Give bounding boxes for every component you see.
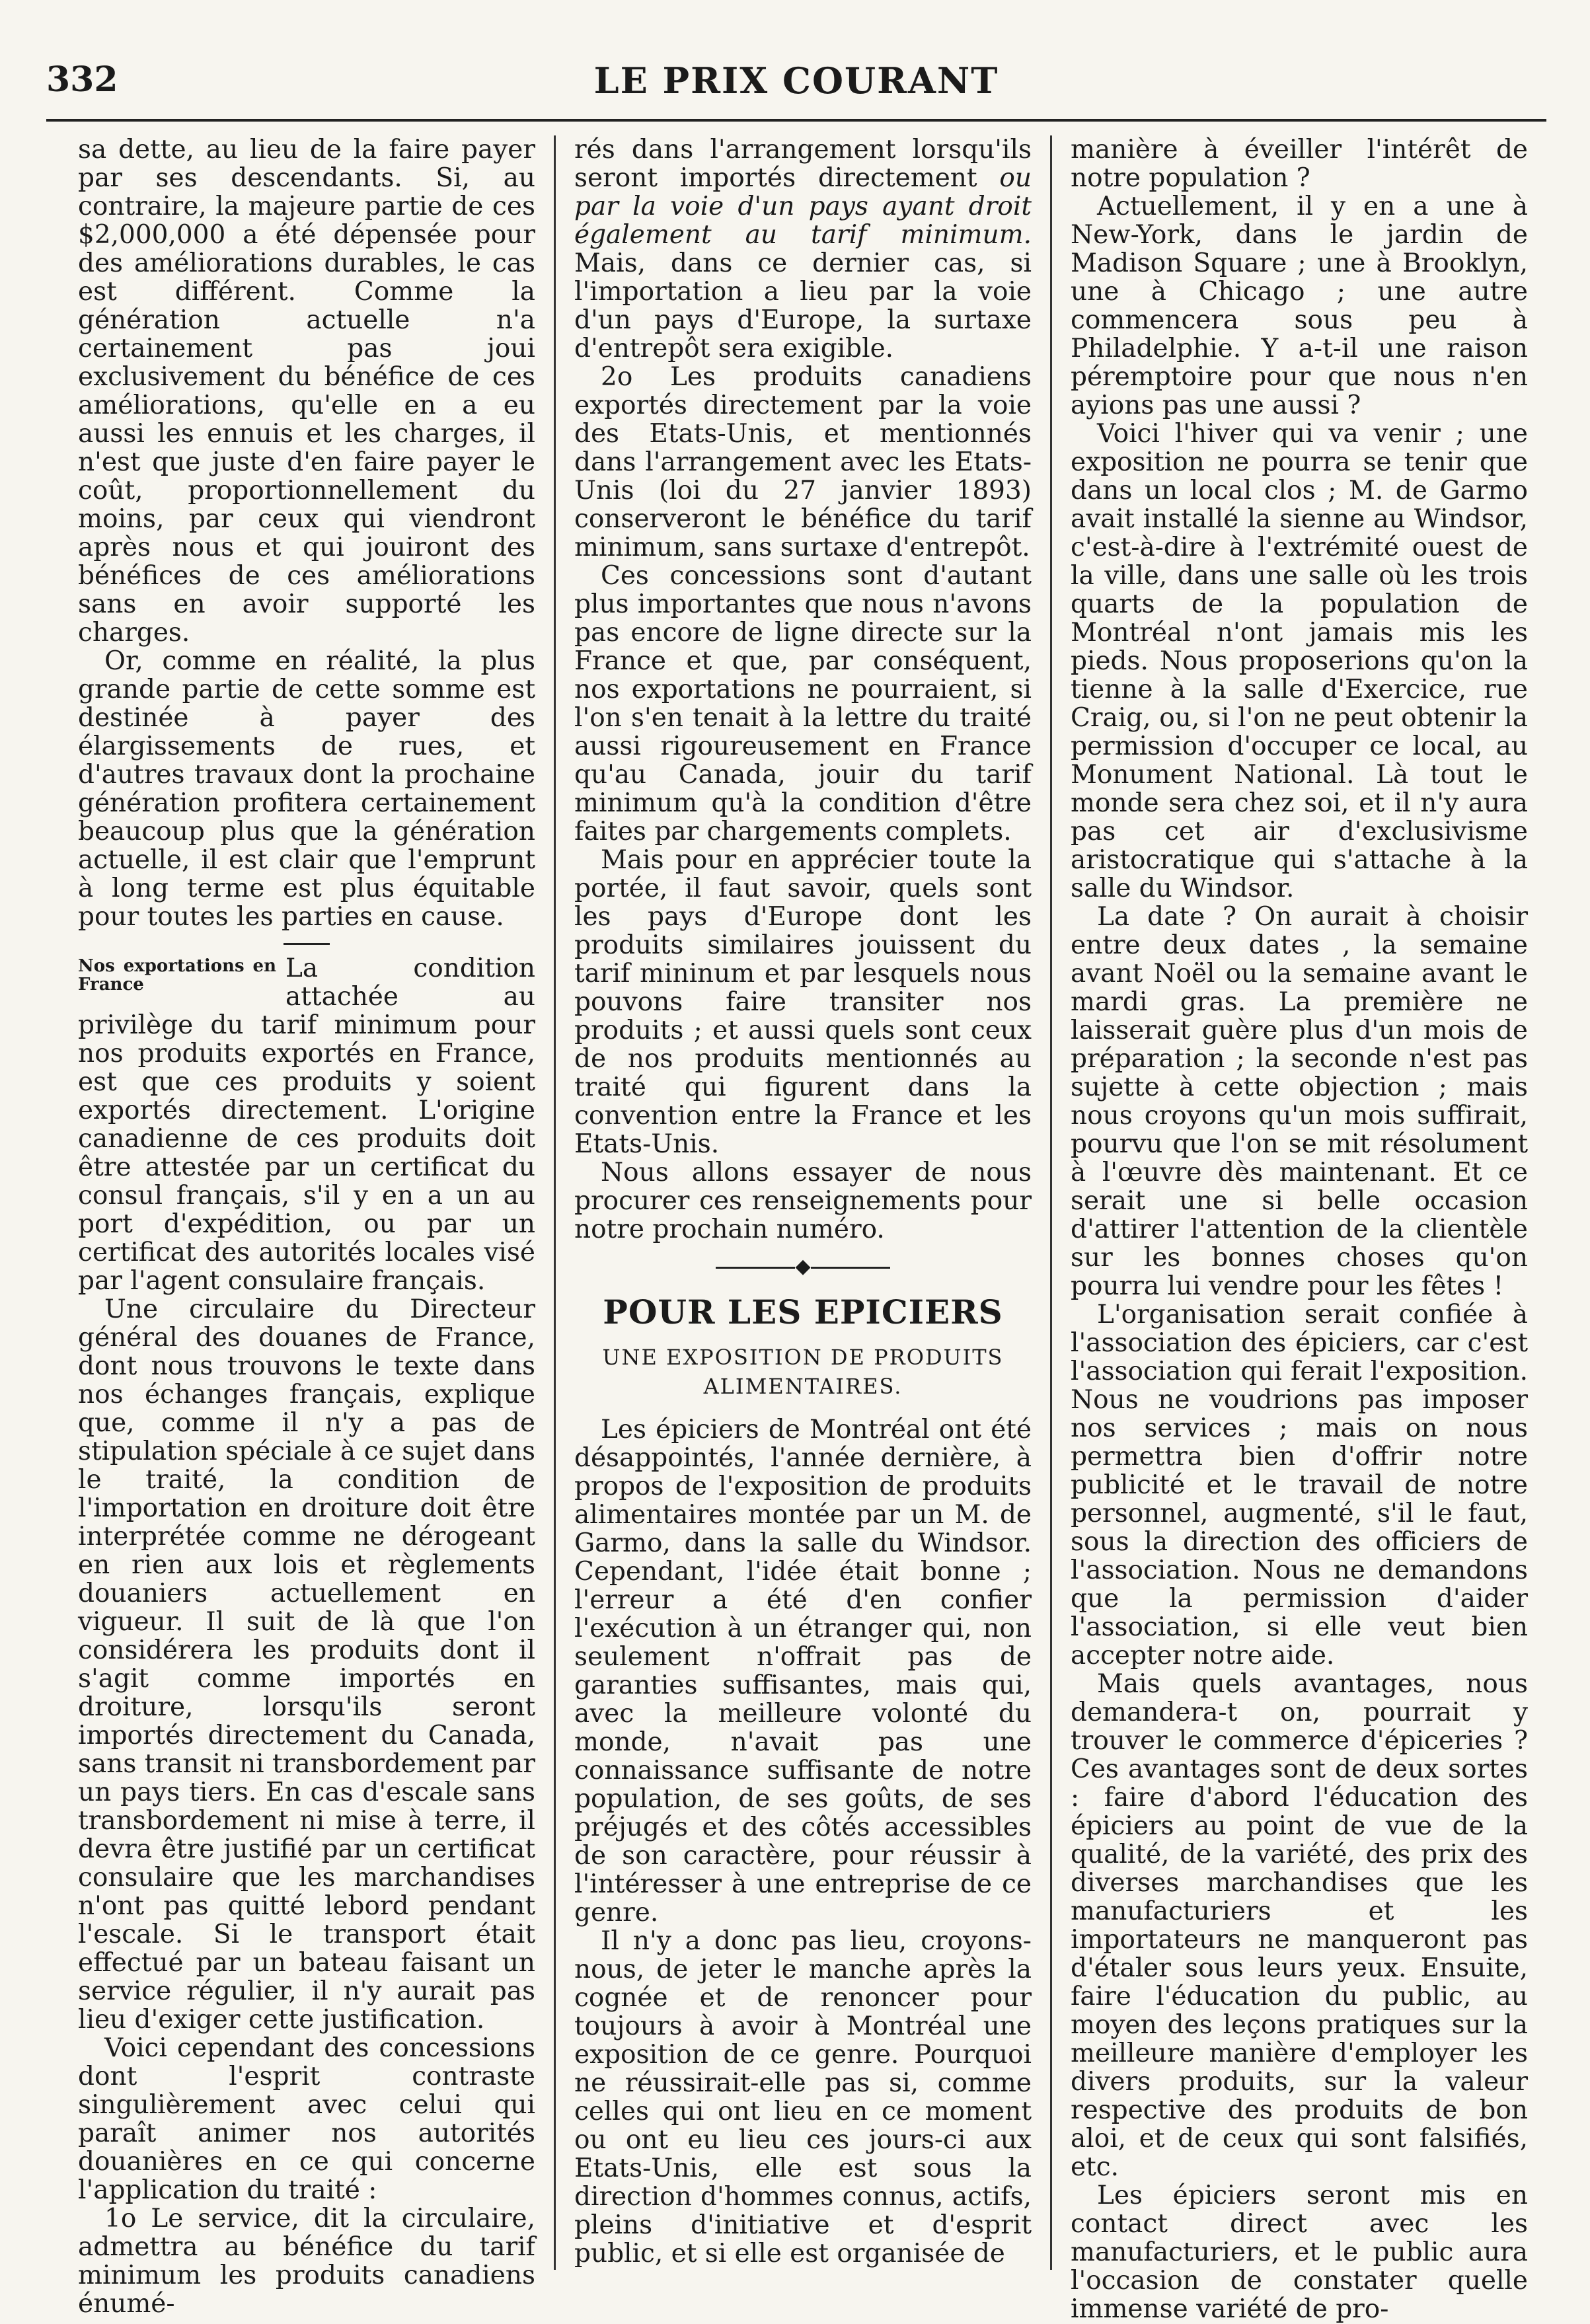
paragraph: Mais pour en apprécier toute la portée, il faut savoir, quels sont les pays d'Europe dont les produits similaires jouissent du tarif mininum et par lesquels nous pouvons faire transiter nos produits ; et aussi quels sont ceux de nos produits mentionnés au traité qui figurent dans la convention entre la France et les Etats-Unis. [574, 845, 1032, 1159]
paragraph: sa dette, au lieu de la faire payer par ses descendants. Si, au contraire, la majeure partie de ces $2,000,000 a été dépensée pour des améliorations durables, le cas est différent. Comme la génération actuelle n'a certainement pas joui exclusivement du bénéfice de ces améliorations, qu'elle en a eu aussi les ennuis et les charges, il n'est que juste d'en faire payer le coût, proportionnellement du moins, par ceux qui viendront après nous et qui jouiront des bénéfices de ces améliorations sans en avoir supporté les charges. [78, 135, 535, 648]
article-columns [59, 135, 1546, 2324]
paragraph: Actuellement, il y en a une à New-York, dans le jardin de Madison Square ; une à Brooklyn, une à Chicago ; une autre commencera sous peu à Philadelphie. Y a-t-il une raison péremptoire pour que nous n'en ayions pas une aussi ? [1071, 192, 1528, 420]
column-3 [1050, 135, 1546, 2324]
paragraph: Voici cependant des concessions dont l'esprit contraste singulièrement avec celui qui paraît animer nos autorités douanières en ce qui concerne l'application du traité : [78, 2033, 535, 2205]
paragraph: Nous allons essayer de nous procurer ces renseignements pour notre prochain numéro. [574, 1158, 1032, 1244]
divider [284, 943, 330, 945]
paragraph-text: rés dans l'arrangement lorsqu'ils seront importés directement [574, 135, 1032, 193]
section-ornament: ◆ [574, 1257, 1032, 1277]
paragraph: Une circulaire du Directeur général des douanes de France, dont nous trouvons le texte dans nos échanges français, explique que, comme il n'y a pas de stipulation spéciale à ce sujet dans le traité, la condition de l'importation en droiture doit être interprétée comme ne dérogeant en rien aux lois et règlements douaniers actuellement en vigueur. Il suit de là que l'on considérera les produits dont il s'agit comme importés en droiture, lorsqu'ils seront importés directement du Canada, sans transit ni transbordement par un pays tiers. En cas d'escale sans transbordement ni mise à terre, il devra être justifié par un certificat consulaire que les marchandises n'ont pas quitté lebord pendant l'escale. Si le transport était effectué par un bateau faisant un service régulier, il n'y aurait pas lieu d'exiger cette justification. [78, 1294, 535, 2035]
paragraph: manière à éveiller l'intérêt de notre population ? [1071, 135, 1528, 193]
paragraph: Il n'y a donc pas lieu, croyons-nous, de jeter le manche après la cognée et de renoncer pour toujours à avoir à Montréal une exposition de ce genre. Pourquoi ne réussirait-elle pas si, comme celles qui ont lieu en ce moment ou ont eu lieu ces jours-ci aux Etats-Unis, elle est sous la direction d'hommes connus, actifs, pleins d'initiative et d'esprit public, et si elle est organisée de [574, 1926, 1032, 2268]
paragraph: Les épiciers seront mis en contact direct avec les manufacturiers, et le public aura l'occasion de constater quelle immense variété de pro- [1071, 2181, 1528, 2324]
marginal-heading: Nos exportations en France [78, 956, 276, 994]
paragraph: La date ? On aurait à choisir entre deux dates , la semaine avant Noël ou la semaine avant le mardi gras. La première ne laisserait guère plus d'un mois de préparation ; la seconde n'est pas sujette à cette objection ; mais nous croyons qu'un mois suffirait, pourvu que l'on se mit résolument à l'œuvre dès maintenant. Et ce serait une si belle occasion d'attirer l'attention de la clientèle sur les bonnes choses qu'on pourra lui vendre pour les fêtes ! [1071, 902, 1528, 1301]
column-2 [554, 135, 1050, 2270]
paragraph-with-marginal [78, 954, 535, 1295]
paragraph [574, 135, 1032, 363]
paragraph: 1o Le service, dit la circulaire, admettra au bénéfice du tarif minimum les produits canadiens énumé- [78, 2204, 535, 2319]
paragraph: Or, comme en réalité, la plus grande partie de cette somme est destinée à payer des élargissements de rues, et d'autres travaux dont la prochaine génération profitera certainement beaucoup plus que la génération actuelle, il est clair que l'emprunt à long terme est plus équitable pour toutes les parties en cause. [78, 646, 535, 932]
paragraph: L'organisation serait confiée à l'association des épiciers, car c'est l'association qui ferait l'exposition. Nous ne voudrions pas imposer nos services ; mais on nous permettra bien d'offrir notre publicité et le travail de notre personnel, augmenté, s'il le faut, sous la direction des officiers de l'association. Nous ne demandons que la permission d'aider l'association, si elle veut bien accepter notre aide. [1071, 1300, 1528, 1670]
column-1 [59, 135, 554, 2319]
page-header [46, 46, 1546, 122]
paragraph-text: La condition attachée au privilège du tarif minimum pour nos produits exportés en France, est que ces produits y soient exportés directement. L'origine canadienne de ces produits doit être attestée par un certificat du consul français, s'il y en a un au port d'expédition, ou par un certificat des autorités locales visé par l'agent consulaire français. [78, 954, 535, 1296]
section-title: POUR LES EPICIERS [603, 1293, 1003, 1331]
section-subtitle: UNE EXPOSITION DE PRODUITS ALIMENTAIRES. [602, 1345, 1004, 1399]
paragraph: Ces concessions sont d'autant plus importantes que nous n'avons pas encore de ligne directe sur la France et que, par conséquent, nos exportations ne pourraient, si l'on s'en tenait à la lettre du traité aussi rigoureusement en France qu'au Canada, jouir du tarif minimum qu'à la condition d'être faites par chargements complets. [574, 561, 1032, 846]
paragraph: Les épiciers de Montréal ont été désappointés, l'année dernière, à propos de l'exposition de produits alimentaires montée par un M. de Garmo, dans la salle du Windsor. Cependant, l'idée était bonne ; l'erreur a été d'en confier l'exécution à un étranger qui, non seulement n'offrait pas de garanties suffisantes, mais qui, avec la meilleure volonté du monde, n'avait pas une connaissance suffisante de notre population, de ses goûts, de ses préjugés et des côtés accessibles de son caractère, pour réussir à l'intéresser à une entreprise de ce genre. [574, 1415, 1032, 1928]
paragraph-text: Mais, dans ce dernier cas, si l'importation a lieu par la voie d'un pays d'Europe, la surtaxe d'entrepôt sera exigible. [574, 248, 1032, 363]
page-number: 332 [46, 59, 118, 100]
paragraph: 2o Les produits canadiens exportés directement par la voie des Etats-Unis, et mentionnés dans l'arrangement avec les Etats-Unis (loi du 27 janvier 1893) conserveront le bénéfice du tarif minimum, sans surtaxe d'entrepôt. [574, 362, 1032, 562]
paragraph: Mais quels avantages, nous demandera-t on, pourrait y trouver le commerce d'épiceries ? Ces avantages sont de deux sortes : faire d'abord l'éducation des épiciers au point de vue de la qualité, de la variété, des prix des diverses marchandises que les manufacturiers et les importateurs ne manqueront pas d'étaler sous leurs yeux. Ensuite, faire l'éducation du public, au moyen des leçons pratiques sur la meilleure manière d'employer les divers produits, sur la valeur respective des produits de bon aloi, et de ceux qui sont falsifiés, etc. [1071, 1669, 1528, 2182]
page-title: LE PRIX COURANT [593, 59, 999, 102]
paragraph-italic: ou par la voie d'un pays ayant droit également au tarif minimum. [574, 163, 1032, 250]
paragraph: Voici l'hiver qui va venir ; une exposition ne pourra se tenir que dans un local clos ; M. de Garmo avait installé la sienne au Windsor, c'est-à-dire à l'extrémité ouest de la ville, dans une salle où les trois quarts de la population de Montréal n'ont jamais mis les pieds. Nous proposerions qu'on la tienne à la salle d'Exercice, rue Craig, ou, si l'on ne peut obtenir la permission d'occuper ce local, au Monument National. Là tout le monde sera chez soi, et il n'y aura pas cet air d'exclusivisme aristocratique qui s'attache à la salle du Windsor. [1071, 419, 1528, 903]
